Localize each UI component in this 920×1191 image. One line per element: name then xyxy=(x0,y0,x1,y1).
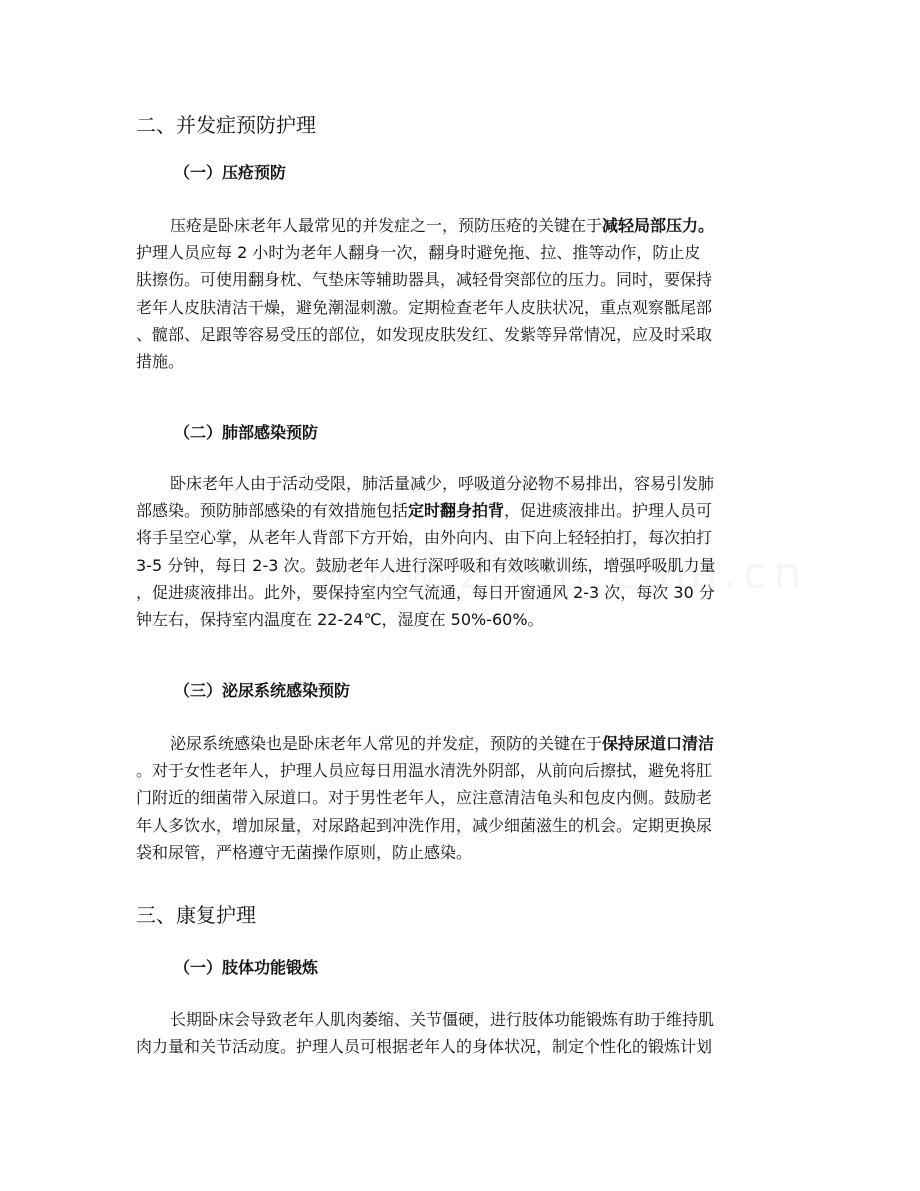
text-line: 将手呈空心掌，从老年人背部下方开始，由外向内、由下向上轻轻拍打，每次拍打 xyxy=(136,528,713,548)
text-line: 门附近的细菌带入尿道口。对于男性老年人，应注意清洁龟头和包皮内侧。鼓励老 xyxy=(136,788,713,808)
paragraph-pressure-sore xyxy=(136,212,786,375)
emphasis-text: 保持尿道口清洁 xyxy=(602,734,715,753)
subheading-urinary-infection: （三）泌尿系统感染预防 xyxy=(174,681,351,700)
text-line: 袋和尿管，严格遵守无菌操作原则，防止感染。 xyxy=(136,842,473,862)
text-line: 、髋部、足跟等容易受压的部位，如发现皮肤发红、发紫等异常情况，应及时采取 xyxy=(136,324,713,344)
text-line: 卧床老年人由于活动受限，肺活量减少，呼吸道分泌物不易排出，容易引发肺 xyxy=(170,474,715,493)
text-line: 年人多饮水，增加尿量，对尿路起到冲洗作用，减少细菌滋生的机会。定期更换尿 xyxy=(136,815,713,835)
emphasis-text: 定时翻身拍背 xyxy=(408,501,505,521)
section-heading-complication-prevention: 二、并发症预防护理 xyxy=(136,113,316,137)
text-line: 肤擦伤。可使用翻身枕、气垫床等辅助器具，减轻骨突部位的压力。同时，要保持 xyxy=(136,270,713,290)
paragraph-limb-exercise xyxy=(136,1006,786,1060)
text-line: 泌尿系统感染也是卧床老年人常见的并发症，预防的关键在于保持尿道口清洁 xyxy=(170,734,715,753)
text-line: 护理人员应每 2 小时为老年人翻身一次，翻身时避免拖、拉、推等动作，防止皮 xyxy=(136,243,701,263)
subheading-pressure-sore: （一）压疮预防 xyxy=(174,163,287,182)
subheading-lung-infection: （二）肺部感染预防 xyxy=(174,423,319,442)
text-line: 。对于女性老年人，护理人员应每日用温水清洗外阴部，从前向后擦拭，避免将肛 xyxy=(136,761,713,781)
text-line: 措施。 xyxy=(136,351,185,371)
text-line: ，促进痰液排出。此外，要保持室内空气流通，每日开窗通风 2-3 次，每次 30 分 xyxy=(136,582,715,602)
emphasis-text: 减轻局部压力。 xyxy=(602,216,715,235)
text-line: 压疮是卧床老年人最常见的并发症之一，预防压疮的关键在于减轻局部压力。 xyxy=(170,216,715,235)
text-line: 肉力量和关节活动度。护理人员可根据老年人的身体状况，制定个性化的锻炼计划 xyxy=(136,1037,713,1057)
section-heading-rehabilitation: 三、康复护理 xyxy=(136,903,256,927)
text-line: 部感染。预防肺部感染的有效措施包括定时翻身拍背，促进痰液排出。护理人员可 xyxy=(136,501,713,521)
text-line: 3-5 分钟，每日 2-3 次。鼓励老年人进行深呼吸和有效咳嗽训练，增强呼吸肌力量 xyxy=(136,555,716,575)
subheading-limb-exercise: （一）肢体功能锻炼 xyxy=(174,958,319,977)
paragraph-urinary-infection xyxy=(136,730,786,866)
text-line: 钟左右，保持室内温度在 22-24℃，湿度在 50%-60%。 xyxy=(136,609,544,629)
text-line: 长期卧床会导致老年人肌肉萎缩、关节僵硬，进行肢体功能锻炼有助于维持肌 xyxy=(170,1010,715,1029)
paragraph-lung-infection xyxy=(136,470,786,633)
text-line: 老年人皮肤清洁干燥，避免潮湿刺激。定期检查老年人皮肤状况，重点观察骶尾部 xyxy=(136,297,713,317)
